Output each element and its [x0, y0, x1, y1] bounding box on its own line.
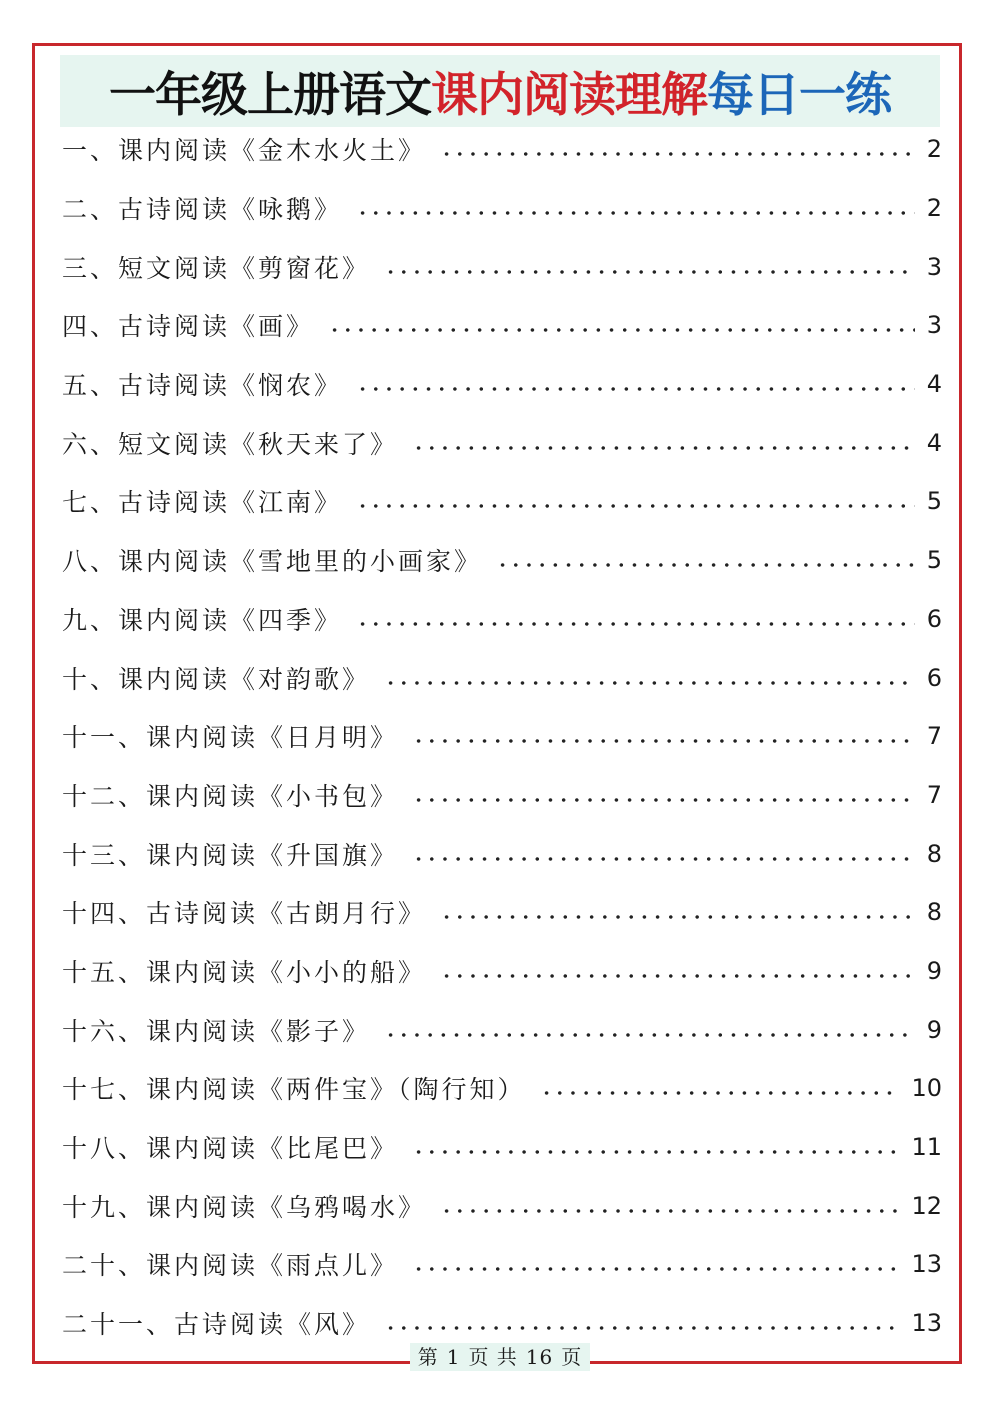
title-part-grade: 一年级上册语文 [109, 67, 431, 123]
toc-entry-title: 一、课内阅读《金木水火土》 [62, 136, 427, 166]
toc-entry[interactable] [62, 824, 942, 883]
dot-leader [412, 739, 915, 743]
dot-leader [412, 446, 915, 450]
toc-entry-title: 八、课内阅读《雪地里的小画家》 [62, 547, 483, 577]
toc-entry-page-number: 8 [926, 898, 942, 927]
dot-leader [440, 915, 915, 919]
toc-entry-page-number: 3 [926, 311, 942, 340]
dot-leader [440, 974, 915, 978]
toc-entry-title: 十三、课内阅读《升国旗》 [62, 840, 399, 870]
toc-entry[interactable] [62, 179, 942, 238]
toc-entry-page-number: 13 [911, 1309, 942, 1338]
toc-entry-title: 五、古诗阅读《悯农》 [62, 371, 343, 401]
dot-leader [356, 211, 915, 215]
toc-entry-page-number: 6 [926, 604, 942, 633]
toc-entry-title: 九、课内阅读《四季》 [62, 605, 343, 635]
page-counter [410, 1343, 591, 1371]
toc-entry-page-number: 5 [926, 546, 942, 575]
dot-leader [384, 270, 915, 274]
dot-leader [440, 1209, 899, 1213]
dot-leader [328, 328, 915, 332]
footer-prefix: 第 [417, 1345, 439, 1369]
footer-mid: 页 共 [468, 1345, 518, 1369]
toc-entry-title: 十、课内阅读《对韵歌》 [62, 664, 371, 694]
toc-entry[interactable] [62, 883, 942, 942]
toc-entry[interactable] [62, 472, 942, 531]
toc-entry-title: 十七、课内阅读《两件宝》（陶行知） [62, 1075, 526, 1105]
toc-entry-page-number: 4 [926, 428, 942, 457]
toc-entry[interactable] [62, 355, 942, 414]
toc-entry-page-number: 4 [926, 370, 942, 399]
dot-leader [384, 1033, 915, 1037]
toc-entry-page-number: 10 [911, 1074, 942, 1103]
footer-current-page: 1 [446, 1345, 461, 1369]
toc-entry-page-number: 8 [926, 839, 942, 868]
footer-suffix: 页 [561, 1345, 583, 1369]
toc-entry-title: 二十、课内阅读《雨点儿》 [62, 1251, 399, 1281]
toc-entry-title: 三、短文阅读《剪窗花》 [62, 253, 371, 283]
title-banner [60, 55, 940, 127]
toc-entry-page-number: 6 [926, 663, 942, 692]
dot-leader [440, 152, 915, 156]
toc-entry-title: 十五、课内阅读《小小的船》 [62, 957, 427, 987]
dot-leader [412, 798, 915, 802]
toc-entry-page-number: 7 [926, 780, 942, 809]
toc-entry[interactable] [62, 1059, 942, 1118]
table-of-contents [62, 120, 942, 1352]
toc-entry[interactable] [62, 648, 942, 707]
toc-entry-page-number: 2 [926, 135, 942, 164]
dot-leader [356, 504, 915, 508]
toc-entry[interactable] [62, 707, 942, 766]
toc-entry-title: 七、古诗阅读《江南》 [62, 488, 343, 518]
toc-entry-title: 四、古诗阅读《画》 [62, 312, 315, 342]
toc-entry-title: 二十一、古诗阅读《风》 [62, 1310, 371, 1340]
toc-entry-title: 十四、古诗阅读《古朗月行》 [62, 899, 427, 929]
toc-entry-title: 六、短文阅读《秋天来了》 [62, 429, 399, 459]
toc-entry-page-number: 13 [911, 1250, 942, 1279]
toc-entry-page-number: 7 [926, 722, 942, 751]
toc-entry[interactable] [62, 942, 942, 1001]
dot-leader [412, 1150, 899, 1154]
toc-entry-page-number: 3 [926, 252, 942, 281]
toc-entry[interactable] [62, 1176, 942, 1235]
dot-leader [540, 1091, 900, 1095]
toc-entry[interactable] [62, 296, 942, 355]
title-part-reading: 课内阅读理解 [431, 67, 707, 123]
toc-entry[interactable] [62, 1118, 942, 1177]
toc-entry-title: 十六、课内阅读《影子》 [62, 1016, 371, 1046]
toc-entry-title: 二、古诗阅读《咏鹅》 [62, 195, 343, 225]
toc-entry[interactable] [62, 1235, 942, 1294]
dot-leader [412, 857, 915, 861]
toc-entry-page-number: 2 [926, 194, 942, 223]
toc-entry-page-number: 11 [911, 1133, 942, 1162]
toc-entry[interactable] [62, 237, 942, 296]
toc-entry[interactable] [62, 1000, 942, 1059]
dot-leader [384, 1326, 899, 1330]
toc-entry-title: 十二、课内阅读《小书包》 [62, 781, 399, 811]
page-footer [0, 1343, 1000, 1371]
toc-entry[interactable] [62, 120, 942, 179]
toc-entry[interactable] [62, 590, 942, 649]
toc-entry[interactable] [62, 766, 942, 825]
toc-entry-page-number: 9 [926, 956, 942, 985]
dot-leader [496, 563, 915, 567]
toc-entry[interactable] [62, 413, 942, 472]
dot-leader [356, 622, 915, 626]
title-part-daily: 每日一练 [707, 67, 891, 123]
toc-entry-title: 十八、课内阅读《比尾巴》 [62, 1134, 399, 1164]
toc-entry-title: 十一、课内阅读《日月明》 [62, 723, 399, 753]
toc-entry-page-number: 12 [911, 1191, 942, 1220]
dot-leader [412, 1267, 899, 1271]
toc-entry[interactable] [62, 531, 942, 590]
footer-total-pages: 16 [525, 1345, 554, 1369]
dot-leader [356, 387, 915, 391]
dot-leader [384, 681, 915, 685]
toc-entry-page-number: 9 [926, 1015, 942, 1044]
toc-entry-page-number: 5 [926, 487, 942, 516]
toc-entry-title: 十九、课内阅读《乌鸦喝水》 [62, 1192, 427, 1222]
